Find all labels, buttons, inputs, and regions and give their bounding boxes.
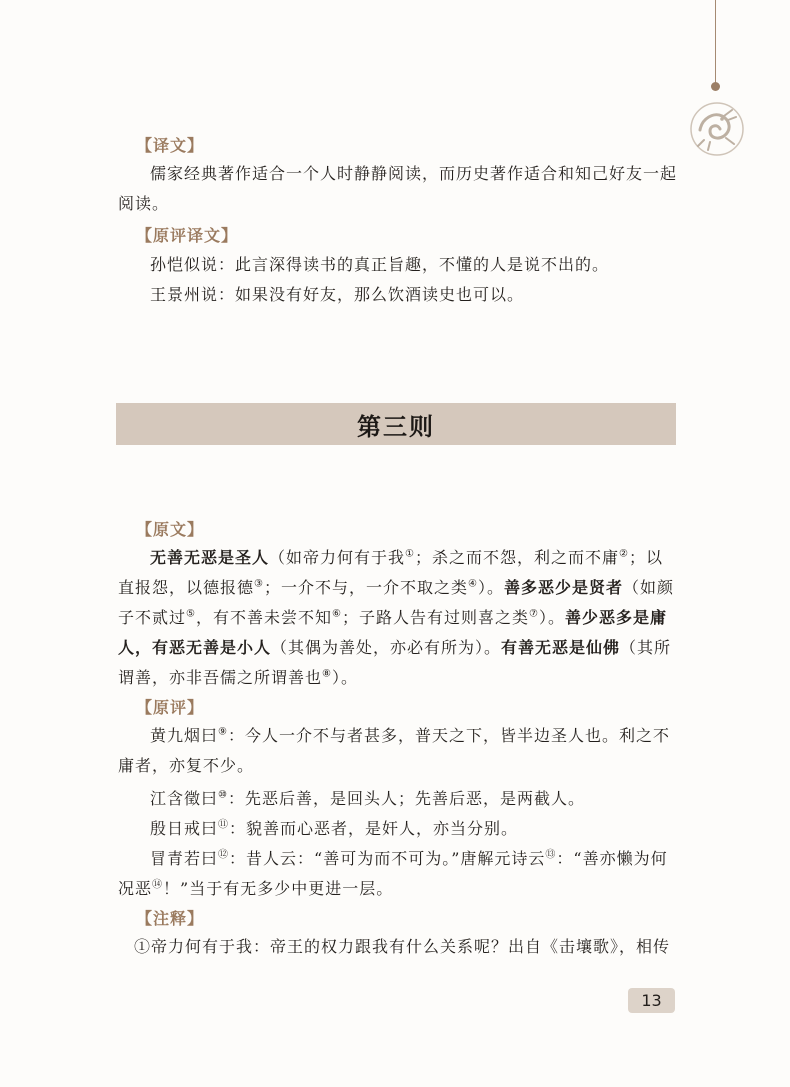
- translation-paragraph: 儒家经典著作适合一个人时静静阅读，而历史著作适合和知己好友一起阅读。: [118, 164, 678, 213]
- orig-comment-translation-heading: 【原评译文】: [136, 226, 239, 245]
- original-text-paragraph: 无善无恶是圣人（如帝力何有于我①；杀之而不怨，利之而不庸②；以直报怨，以德报德③；一介不与，一介不取之类④）。善多恶少是贤者（如颜子不贰过⑤，有不善未尝不知⑥；子路人告有过则喜之类⑦）。善少恶多是庸人，有恶无善是小人（其偶为善处，亦必有所为）。有善无恶是仙佛（其所谓善，亦非吾儒之所谓善也⑧）。: [118, 548, 675, 687]
- translation-comment-line-2: 王景州说：如果没有好友，那么饮酒读史也可以。: [150, 285, 525, 304]
- comment-paragraph-4: 冒青若曰⑫：昔人云：“善可为而不可为。”唐解元诗云⑬：“善亦懒为何况恶⑭！”当于有无多少中更进一层。: [118, 849, 668, 898]
- section-title-banner: [116, 403, 676, 445]
- header-rule-line: [715, 0, 716, 84]
- dragon-emblem-icon: [688, 100, 746, 158]
- note-1: ①帝力何有于我：帝王的权力跟我有什么关系呢？出自《击壤歌》，相传: [134, 937, 671, 956]
- page-number: 13: [628, 988, 675, 1013]
- translation-heading: 【译文】: [136, 136, 205, 155]
- header-rule-dot: [711, 82, 720, 91]
- comment-paragraph-2: 江含徵曰⑩：先恶后善，是回头人；先善后恶，是两截人。: [150, 789, 585, 808]
- comment-paragraph-3: 殷日戒曰⑪：貌善而心恶者，是奸人，亦当分别。: [150, 819, 519, 838]
- orig-comment-heading: 【原评】: [136, 698, 205, 717]
- notes-heading: 【注释】: [136, 909, 205, 928]
- original-text-heading: 【原文】: [136, 520, 205, 539]
- translation-comment-line-1: 孙恺似说：此言深得读书的真正旨趣，不懂的人是说不出的。: [150, 255, 610, 274]
- comment-paragraph-1: 黄九烟曰⑨：今人一介不与者甚多，普天之下，皆半边圣人也。利之不庸者，亦复不少。: [118, 726, 670, 775]
- section-title: 第三则: [357, 411, 435, 441]
